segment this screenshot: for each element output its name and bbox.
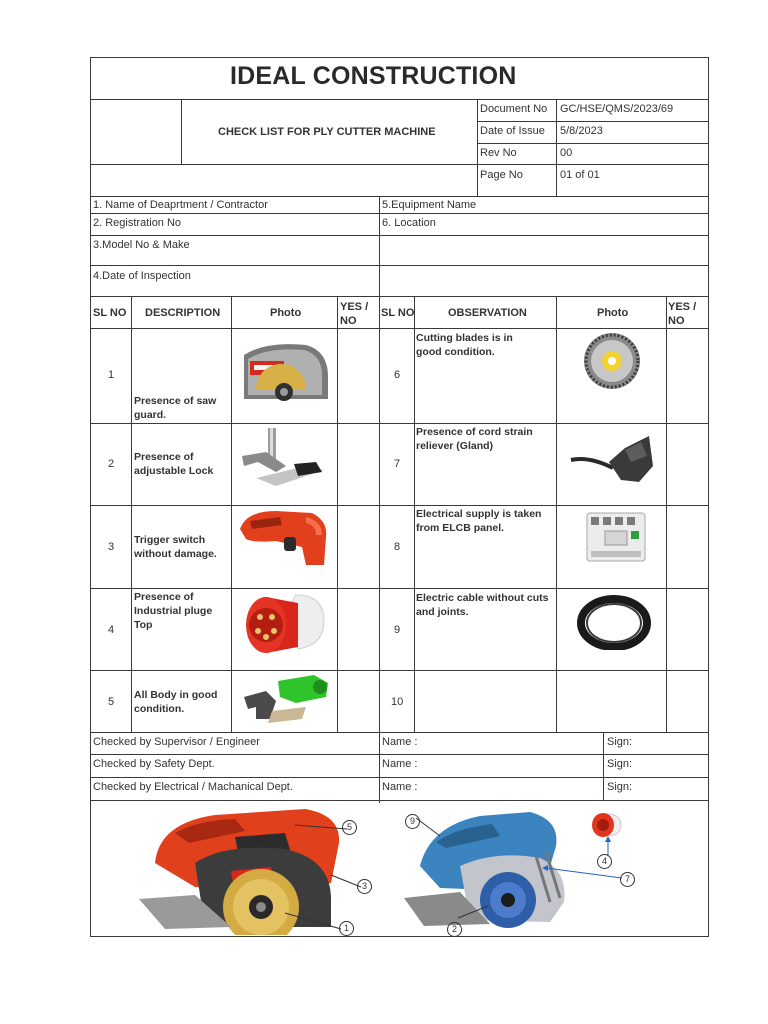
callout-7: 7 [620, 872, 635, 887]
callout-1: 1 [339, 921, 354, 936]
cord-gland-photo [569, 426, 655, 488]
doc-no-label: Document No [480, 103, 548, 115]
col-description: DESCRIPTION [145, 307, 221, 319]
row-number: 9 [394, 624, 401, 636]
col-sl-no-2: SL NO [381, 307, 415, 319]
col-yes-no: YES / NO [340, 301, 369, 327]
row-number: 1 [108, 369, 115, 381]
row-observation: Electrical supply is taken from ELCB panel. [416, 508, 542, 534]
callout-arrows [540, 834, 630, 886]
equipment-field: 5.Equipment Name [382, 199, 477, 211]
callout-4: 4 [597, 854, 612, 869]
col-sl-no: SL NO [93, 307, 127, 319]
row-number: 8 [394, 541, 401, 553]
row-observation: Presence of cord strain reliever (Gland) [416, 426, 533, 452]
industrial-plug-photo [236, 591, 332, 661]
checked-by-safety: Checked by Safety Dept. [93, 758, 215, 770]
row-observation: Electric cable without cuts and joints. [416, 592, 549, 618]
name-field: Name : [382, 781, 418, 793]
doc-no-value: GC/HSE/QMS/2023/69 [560, 103, 674, 115]
row-description: Presence of saw guard. [134, 395, 217, 421]
department-field: 1. Name of Deaprtment / Contractor [93, 199, 268, 211]
elcb-panel-photo [585, 507, 647, 567]
cutting-blade-photo [578, 330, 648, 390]
callout-2: 2 [447, 922, 462, 937]
row-description: All Body in good condition. [134, 689, 218, 715]
col-photo-2: Photo [597, 307, 629, 319]
inspection-date-field: 4.Date of Inspection [93, 270, 191, 282]
row-number: 6 [394, 369, 401, 381]
registration-field: 2. Registration No [93, 217, 182, 229]
page-no-value: 01 of 01 [560, 169, 600, 181]
row-number: 4 [108, 624, 115, 636]
name-field: Name : [382, 758, 418, 770]
body-parts-photo [236, 671, 332, 727]
checked-by-electrical: Checked by Electrical / Machanical Dept. [93, 781, 293, 793]
col-photo: Photo [270, 307, 302, 319]
rev-no-label: Rev No [480, 147, 517, 159]
issue-date-label: Date of Issue [480, 125, 545, 137]
row-description: Presence of Industrial pluge Top [134, 591, 213, 631]
rev-no-value: 00 [560, 147, 573, 159]
sign-field: Sign: [607, 758, 633, 770]
page-no-label: Page No [480, 169, 523, 181]
issue-date-value: 5/8/2023 [560, 125, 603, 137]
cable-coil-photo [575, 592, 653, 650]
row-number: 10 [391, 696, 404, 708]
checked-by-supervisor: Checked by Supervisor / Engineer [93, 736, 260, 748]
col-yes-no-2: YES / NO [668, 301, 697, 327]
row-number: 3 [108, 541, 115, 553]
sign-field: Sign: [607, 736, 633, 748]
callout-5: 5 [342, 820, 357, 835]
name-field: Name : [382, 736, 418, 748]
row-number: 2 [108, 458, 115, 470]
adjustable-lock-photo [236, 426, 332, 492]
callout-3: 3 [357, 879, 372, 894]
row-number: 5 [108, 696, 115, 708]
row-observation: Cutting blades is in good condition. [416, 332, 513, 358]
trigger-switch-photo [236, 507, 332, 569]
red-saw-diagram [135, 803, 375, 935]
sign-field: Sign: [607, 781, 633, 793]
location-field: 6. Location [382, 217, 436, 229]
model-field: 3.Model No & Make [93, 239, 190, 251]
saw-guard-photo [236, 337, 332, 407]
row-description: Trigger switch without damage. [134, 534, 217, 560]
checklist-title: CHECK LIST FOR PLY CUTTER MACHINE [218, 126, 436, 138]
row-description: Presence of adjustable Lock [134, 451, 214, 477]
col-observation: OBSERVATION [448, 307, 527, 319]
row-number: 7 [394, 458, 401, 470]
company-title: IDEAL CONSTRUCTION [230, 62, 517, 90]
callout-9: 9 [405, 814, 420, 829]
